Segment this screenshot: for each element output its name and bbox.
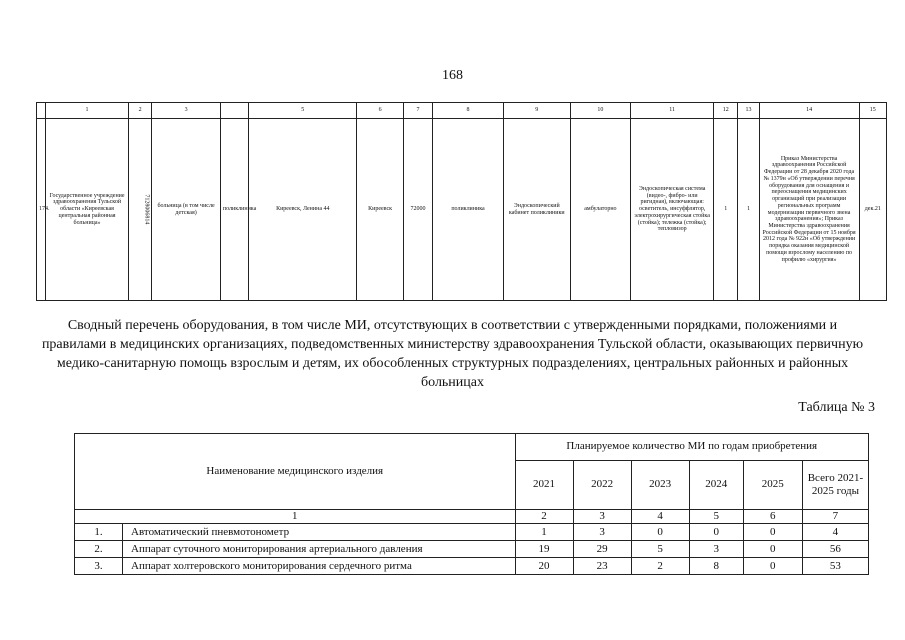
value-cell: 1 bbox=[515, 524, 573, 541]
year-header: 2024 bbox=[689, 461, 743, 510]
total-header: Всего 2021-2025 годы bbox=[802, 461, 868, 510]
cabinet: Эндоскопический кабинет поликлиники bbox=[503, 119, 570, 301]
document-title: Сводный перечень оборудования, в том числе МИ, отсутствующих в соответствии с утвержденными порядками, положениями и правилами в медицинских организациях, подведомственных министерству здравоохранения Тульской области, оказывающих первичную медико-санитарную помощь взрослым и детям, их обособленных структурных подразделениях, центральных районных и районных больницах bbox=[41, 318, 864, 390]
table1-header-cell: 13 bbox=[738, 103, 759, 119]
column-number: 3 bbox=[573, 510, 631, 524]
column-number: 7 bbox=[802, 510, 868, 524]
table1-header-cell: 7 bbox=[403, 103, 432, 119]
table1-header-cell bbox=[37, 103, 46, 119]
subdivision: поликлиника bbox=[220, 119, 248, 301]
table1-header-cell: 10 bbox=[570, 103, 631, 119]
table1-header-cell: 1 bbox=[46, 103, 129, 119]
year-header: 2021 bbox=[515, 461, 573, 510]
table1-header-cell: 15 bbox=[859, 103, 886, 119]
column-number: 1 bbox=[75, 510, 516, 524]
page-number: 168 bbox=[442, 68, 463, 83]
value-cell: 0 bbox=[689, 524, 743, 541]
year-header: 2022 bbox=[573, 461, 631, 510]
value-cell: 29 bbox=[573, 541, 631, 558]
table1-header-cell: 2 bbox=[128, 103, 151, 119]
device-name: Аппарат холтеровского мониторирования сердечного ритма bbox=[123, 558, 515, 575]
column-number: 2 bbox=[515, 510, 573, 524]
table-row bbox=[75, 558, 869, 575]
table1-header-cell: 12 bbox=[714, 103, 738, 119]
table-row bbox=[75, 541, 869, 558]
value-cell: 23 bbox=[573, 558, 631, 575]
table1-header-cell: 14 bbox=[759, 103, 859, 119]
total-cell: 4 bbox=[802, 524, 868, 541]
address: Киреевск, Ленина 44 bbox=[249, 119, 357, 301]
city: Киреевск bbox=[357, 119, 403, 301]
plan-header: Планируемое количество МИ по годам приобретения bbox=[515, 434, 868, 461]
value-cell: 19 bbox=[515, 541, 573, 558]
unit-type: больница (в том числе детская) bbox=[152, 119, 221, 301]
year-header: 2023 bbox=[631, 461, 689, 510]
value-cell: 5 bbox=[631, 541, 689, 558]
device-name: Автоматический пневмотонометр bbox=[123, 524, 515, 541]
value-cell: 8 bbox=[689, 558, 743, 575]
value-cell: 0 bbox=[743, 524, 802, 541]
row-number: 2. bbox=[75, 541, 123, 558]
name-column-header: Наименование медицинского изделия bbox=[75, 434, 516, 510]
department: поликлиника bbox=[433, 119, 504, 301]
table1-header-cell: 8 bbox=[433, 103, 504, 119]
table1-header-cell: 6 bbox=[357, 103, 403, 119]
order-reference: Приказ Министерства здравоохранения Российской Федерации от 28 декабря 2020 года № 1379н «Об утверждении перечня оборудования для оснащения и переоснащения медицинских организаций при реализации региональных программ модернизации первичного звена здравоохранения»; Приказ Министерства здравоохранения Российской Федерации от 15 ноября 2012 года № 922н «Об утверждении порядка оказания медицинской помощи взрослому населению по профилю «хирургия» bbox=[759, 119, 859, 301]
summary-table bbox=[74, 433, 869, 575]
column-number: 4 bbox=[631, 510, 689, 524]
table-row bbox=[75, 524, 869, 541]
value-cell: 2 bbox=[631, 558, 689, 575]
row-number: 1. bbox=[75, 524, 123, 541]
postcode: 72000 bbox=[403, 119, 432, 301]
table-label: Таблица № 3 bbox=[798, 400, 875, 415]
table1-data-row bbox=[37, 119, 887, 301]
year-header: 2025 bbox=[743, 461, 802, 510]
value-cell: 3 bbox=[573, 524, 631, 541]
device-name: Аппарат суточного мониторирования артериального давления bbox=[123, 541, 515, 558]
value-cell: 0 bbox=[631, 524, 689, 541]
table1-header-row bbox=[37, 103, 887, 119]
column-number: 5 bbox=[689, 510, 743, 524]
table1-header-cell: 3 bbox=[152, 103, 221, 119]
total-cell: 56 bbox=[802, 541, 868, 558]
column-number: 6 bbox=[743, 510, 802, 524]
table1-header-cell: 11 bbox=[631, 103, 714, 119]
value-cell: 0 bbox=[743, 541, 802, 558]
table1-header-cell bbox=[220, 103, 248, 119]
date: дек.21 bbox=[859, 119, 886, 301]
value-cell: 20 bbox=[515, 558, 573, 575]
equipment-description: Эндоскопическая система (видео-, фибро- или ригидная), включающая: осветитель, инсуффлятор, электрохирургическая стойка (стойка); тележка (стойка); тепловизор bbox=[631, 119, 714, 301]
institution-code: 7128006814 bbox=[128, 119, 151, 301]
institution-name: Государственное учреждение здравоохранения Тульской области «Киреевская центральная районная больница» bbox=[46, 119, 129, 301]
total-cell: 53 bbox=[802, 558, 868, 575]
value-cell: 0 bbox=[743, 558, 802, 575]
column-number-row bbox=[75, 510, 869, 524]
quantity-a: 1 bbox=[714, 119, 738, 301]
value-cell: 3 bbox=[689, 541, 743, 558]
care-form: амбулаторно bbox=[570, 119, 631, 301]
table1-header-cell: 9 bbox=[503, 103, 570, 119]
equipment-detail-table bbox=[36, 102, 887, 301]
quantity-b: 1 bbox=[738, 119, 759, 301]
row-number: 3. bbox=[75, 558, 123, 575]
row-number: 174. bbox=[37, 119, 46, 301]
table1-header-cell: 5 bbox=[249, 103, 357, 119]
